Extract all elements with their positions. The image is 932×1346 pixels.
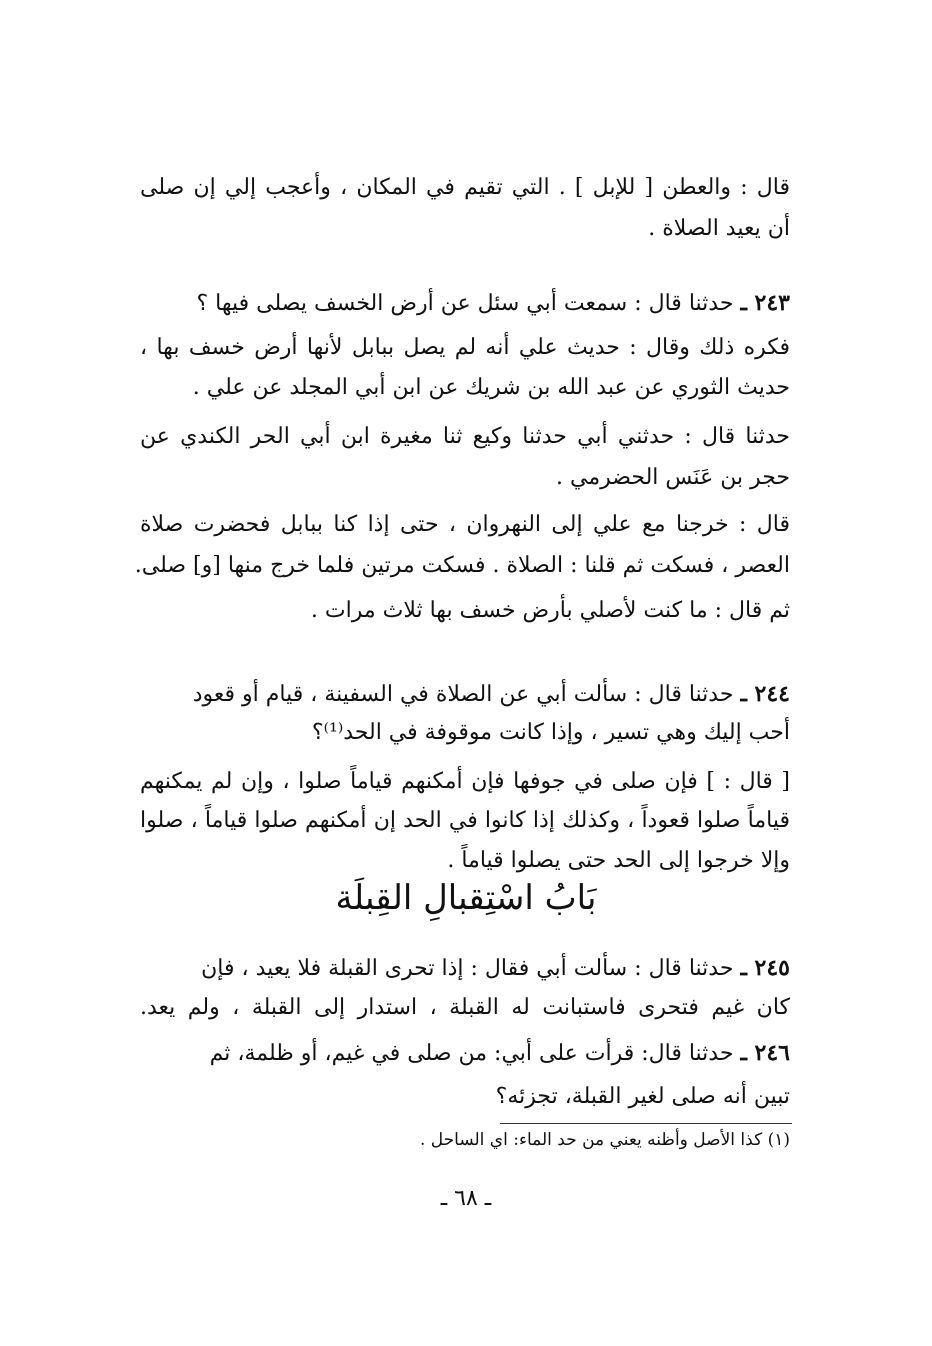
text-line: أن يعيد الصلاة . — [648, 216, 790, 241]
footnote: (١) كذا الأصل وأظنه يعني من حد الماء: اي الساحل . — [419, 1130, 790, 1150]
text-line: قياماً صلوا قعوداً ، وكذلك إذا كانوا في الحد إن أمكنهم صلوا قياماً ، صلوا — [140, 808, 790, 833]
text-line: فكره ذلك وقال : حديث علي أنه لم يصل ببابل لأنها أرض خسف بها ، — [140, 335, 790, 360]
hadith-number: ٢٤٦ ـ — [740, 1040, 790, 1066]
hadith-number: ٢٤٤ ـ — [740, 681, 790, 707]
text-span: حدثنا قال: قرأت على أبي: من صلى في غيم، أو ظلمة، ثم — [209, 1041, 734, 1066]
text-line: كان غيم فتحرى فاستبانت له القبلة ، استدار إلى القبلة ، ولم يعد. — [140, 995, 790, 1020]
hadith-243-line — [140, 288, 790, 318]
text-span: حدثنا قال : سمعت أبي سئل عن أرض الخسف يصلى فيها ؟ — [196, 291, 734, 316]
text-line: العصر ، فسكت ثم قلنا : الصلاة . فسكت مرتين فلما خرج منها [و] صلى. — [134, 553, 790, 578]
text-line: تبين أنه صلى لغير القبلة، تجزئه؟ — [495, 1084, 790, 1109]
hadith-number: ٢٤٣ ـ — [740, 290, 790, 316]
text-line: حجر بن عَنَس الحضرمي . — [556, 465, 790, 490]
page-number: ـ ٦٨ ـ — [440, 1186, 492, 1211]
text-span: حدثنا قال : سألت أبي عن الصلاة في السفينة ، قيام أو قعود — [192, 682, 734, 707]
footnote-divider — [500, 1123, 792, 1124]
text-line: حديث الثوري عن عبد الله بن شريك عن ابن أبي المجلد عن علي . — [192, 375, 790, 400]
text-line: وإلا خرجوا إلى الحد حتى يصلوا قياماً . — [447, 848, 790, 873]
text-line: حدثنا قال : حدثني أبي حدثنا وكيع ثنا مغيرة ابن أبي الحر الكندي عن — [140, 424, 790, 449]
hadith-245-line — [140, 953, 790, 983]
text-span: حدثنا قال : سألت أبي فقال : إذا تحرى القبلة فلا يعيد ، فإن — [201, 956, 734, 981]
hadith-number: ٢٤٥ ـ — [740, 955, 790, 981]
hadith-244-line — [140, 679, 790, 709]
text-line: قال : والعطن [ للإبل ] . التي تقيم في المكان ، وأعجب إلي إن صلى — [140, 175, 790, 200]
chapter-heading: بَابُ اسْتِقبالِ القِبلَة — [335, 878, 597, 918]
hadith-246-line — [140, 1038, 790, 1068]
text-line: [ قال : ] فإن صلى في جوفها فإن أمكنهم قياماً صلوا ، وإن لم يمكنهم — [140, 769, 790, 794]
text-line: أحب إليك وهي تسير ، وإذا كانت موقوفة في الحد⁽¹⁾؟ — [311, 720, 790, 745]
text-line: ثم قال : ما كنت لأصلي بأرض خسف بها ثلاث مرات . — [310, 598, 790, 623]
text-line: قال : خرجنا مع علي إلى النهروان ، حتى إذا كنا ببابل فحضرت صلاة — [140, 512, 790, 537]
